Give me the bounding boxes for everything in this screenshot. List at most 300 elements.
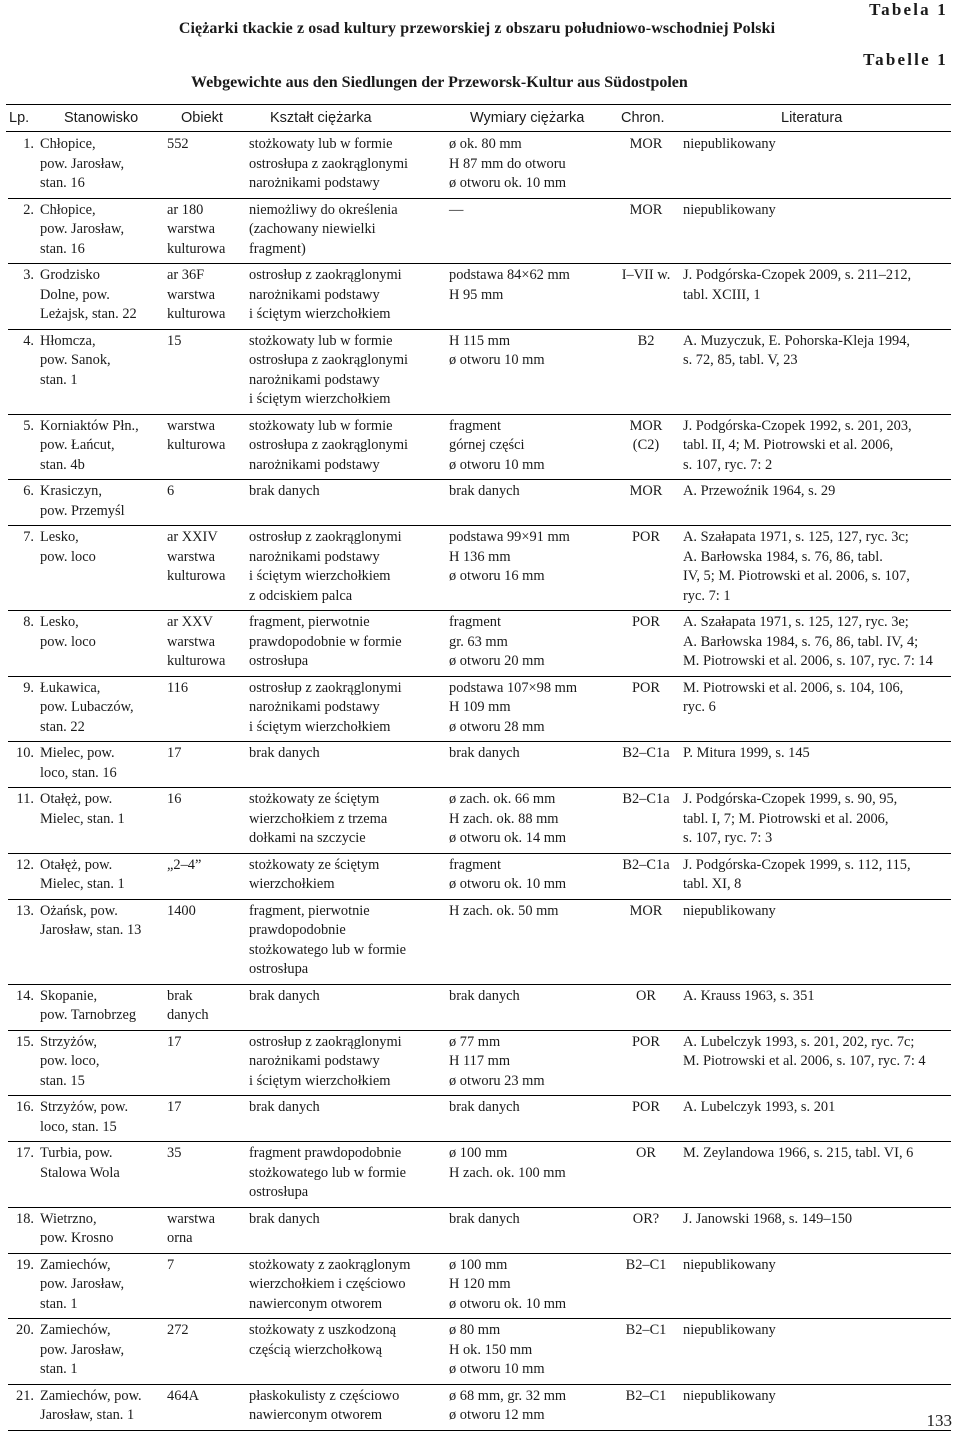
cell-site (38, 611, 167, 677)
table-row (8, 1207, 951, 1253)
cell-literature-line: tabl. XCIII, 1 (683, 286, 761, 303)
cell-literature-line: A. Krauss 1963, s. 351 (683, 987, 815, 1004)
cell-shape-line: nawierconym otworem (249, 1407, 383, 1423)
cell-object-line: warstwa (167, 286, 215, 303)
cell-object (167, 1030, 249, 1096)
cell-site-line: stan. 15 (40, 1072, 85, 1089)
cell-lp: 4. (8, 329, 38, 414)
cell-object (167, 788, 249, 854)
cell-shape-line: fragment prawdopodobnie (249, 1145, 402, 1161)
cell-site (38, 133, 167, 198)
cell-literature (683, 1384, 951, 1430)
cell-dims (449, 1142, 609, 1208)
cell-chron (609, 899, 683, 984)
cell-dims-line: H 109 mm (449, 699, 511, 715)
cell-site-line: stan. 1 (40, 1361, 78, 1377)
col-header-site: Stanowisko (64, 110, 139, 126)
cell-shape-line: stożkowaty z uszkodzoną (249, 1322, 397, 1338)
cell-literature-line: A. Szałapata 1971, s. 125, 127, ryc. 3e; (683, 614, 909, 630)
cell-site-line: Mielec, stan. 1 (40, 810, 125, 827)
cell-shape-line: (zachowany niewielki (249, 221, 376, 237)
cell-shape-line: stożkowatego lub w formie (249, 941, 407, 958)
cell-object-line: danych (167, 1007, 209, 1023)
cell-lp: 10. (8, 742, 38, 788)
cell-object (167, 133, 249, 198)
cell-object (167, 611, 249, 677)
cell-site (38, 742, 167, 788)
cell-chron-line: B2–C1 (625, 1387, 667, 1404)
cell-object-line: 6 (167, 483, 175, 499)
cell-chron (609, 480, 683, 526)
cell-chron-line: I–VII w. (621, 267, 671, 283)
cell-shape-line: stożkowaty ze ściętym (249, 856, 380, 873)
cell-literature-line: niepublikowany (683, 201, 776, 218)
cell-dims (449, 1384, 609, 1430)
cell-dims-line: H zach. ok. 50 mm (449, 902, 559, 919)
cell-dims-line: ø otworu 10 mm (449, 1361, 545, 1377)
cell-object-line: 7 (167, 1256, 175, 1273)
cell-site-line: Wietrzno, (40, 1210, 97, 1227)
cell-site-line: Strzyżów, (40, 1033, 98, 1050)
cell-object-line: kulturowa (167, 306, 226, 322)
cell-dims-line: H zach. ok. 88 mm (449, 810, 559, 827)
cell-dims-line: podstawa 84×62 mm (449, 267, 570, 283)
cell-dims-line: ø zach. ok. 66 mm (449, 791, 556, 807)
cell-shape-line: stożkowaty lub w formie (249, 417, 393, 434)
cell-object-line: „2–4” (167, 856, 202, 873)
cell-lp: 9. (8, 676, 38, 742)
cell-lp: 11. (8, 788, 38, 854)
cell-literature-line: J. Podgórska-Czopek 2009, s. 211–212, (683, 267, 912, 283)
cell-shape-line: dołkami na szczycie (249, 830, 366, 846)
cell-literature-line: A. Muzyczuk, E. Pohorska-Kleja 1994, (683, 332, 911, 349)
cell-object-line: 16 (167, 791, 182, 807)
table-row (8, 1384, 951, 1430)
cell-site (38, 1384, 167, 1430)
cell-site-line: Jarosław, stan. 13 (40, 922, 142, 938)
cell-object (167, 1253, 249, 1319)
cell-site-line: pow. Sanok, (40, 352, 111, 368)
cell-literature (683, 480, 951, 526)
cell-object-line: ar XXIV (167, 529, 218, 545)
cell-object-line: kulturowa (167, 437, 226, 453)
cell-object-line: brak (167, 987, 193, 1004)
cell-object (167, 414, 249, 480)
cell-shape-line: z odciskiem palca (249, 587, 353, 604)
cell-site (38, 264, 167, 330)
cell-shape-line: wierzchołkiem i częściowo (249, 1276, 406, 1292)
cell-site-line: Strzyżów, pow. (40, 1099, 129, 1115)
cell-shape-line: brak danych (249, 1099, 320, 1115)
cell-chron (609, 676, 683, 742)
cell-shape-line: niemożliwy do określenia (249, 201, 398, 218)
cell-site-line: Zamiechów, (40, 1322, 111, 1338)
cell-literature (683, 1207, 951, 1253)
cell-object-line: kulturowa (167, 240, 226, 257)
cell-chron-line: OR (636, 987, 656, 1004)
cell-dims (449, 1207, 609, 1253)
cell-object (167, 1319, 249, 1385)
cell-chron-line: POR (632, 614, 660, 630)
cell-literature-line: A. Barłowska 1984, s. 76, 86, tabl. IV, 4; (683, 633, 919, 650)
cell-chron (609, 742, 683, 788)
cell-site (38, 329, 167, 414)
cell-literature-line: M. Piotrowski et al. 2006, s. 107, ryc. 7: 14 (683, 653, 933, 669)
cell-chron-line: POR (632, 529, 660, 545)
cell-literature (683, 1319, 951, 1385)
cell-dims-line: ø otworu 28 mm (449, 718, 545, 735)
cell-dims-line: H 87 mm do otworu (449, 155, 566, 172)
cell-literature-line: M. Piotrowski et al. 2006, s. 104, 106, (683, 679, 904, 696)
cell-object (167, 264, 249, 330)
cell-dims-line: ø otworu ok. 10 mm (449, 1295, 567, 1312)
cell-object-line: 464A (167, 1387, 199, 1404)
cell-shape-line: narożnikami podstawy (249, 371, 380, 388)
cell-shape-line: narożnikami podstawy (249, 1053, 380, 1069)
cell-shape-line: ostrosłupa z zaokrąglonymi (249, 352, 409, 368)
cell-dims-line: ø 68 mm, gr. 32 mm (449, 1387, 567, 1404)
cell-chron-line: B2–C1a (622, 745, 670, 761)
cell-literature-line: J. Podgórska-Czopek 1999, s. 90, 95, (683, 791, 898, 807)
cell-object-line: 116 (167, 679, 189, 696)
cell-literature-line: A. Lubelczyk 1993, s. 201, 202, ryc. 7c; (683, 1033, 915, 1050)
cell-object-line: 17 (167, 745, 182, 761)
cell-shape-line: i ściętym wierzchołkiem (249, 391, 391, 407)
cell-literature-line: tabl. I, 7; M. Piotrowski et al. 2006, (683, 810, 889, 827)
table-row (8, 676, 951, 742)
cell-shape (249, 611, 449, 677)
cell-literature (683, 984, 951, 1030)
cell-site-line: Hłomcza, (40, 332, 96, 349)
cell-site-line: pow. Przemyśl (40, 502, 125, 519)
cell-chron-line: B2 (637, 332, 655, 349)
cell-site (38, 1142, 167, 1208)
cell-shape-line: fragment, pierwotnie (249, 614, 370, 630)
cell-shape (249, 853, 449, 899)
cell-literature-line: M. Piotrowski et al. 2006, s. 107, ryc. 7: 4 (683, 1053, 926, 1069)
cell-lp: 2. (8, 198, 38, 264)
cell-literature-line: niepublikowany (683, 1322, 776, 1338)
cell-chron-line: OR? (632, 1210, 660, 1227)
cell-dims-line: ø otworu 10 mm (449, 456, 545, 473)
cell-dims-line: ø otworu 20 mm (449, 653, 545, 669)
cell-dims-line: ø otworu 16 mm (449, 568, 545, 584)
cell-object-line: ar XXV (167, 614, 213, 630)
cell-shape-line: ostrosłup z zaokrąglonymi (249, 1033, 402, 1050)
cell-site-line: Lesko, (40, 529, 79, 545)
cell-site-line: Turbia, pow. (40, 1145, 113, 1161)
cell-shape (249, 1030, 449, 1096)
cell-dims-line: H 115 mm (449, 332, 511, 349)
cell-literature-line: niepublikowany (683, 902, 776, 919)
cell-shape-line: prawdopodobnie (249, 922, 346, 938)
page-number: 133 (926, 1411, 952, 1430)
cell-dims (449, 742, 609, 788)
cell-site-line: pow. Tarnobrzeg (40, 1007, 137, 1023)
cell-dims (449, 984, 609, 1030)
cell-shape-line: wierzchołkiem z trzema (249, 810, 388, 827)
cell-shape (249, 899, 449, 984)
cell-object (167, 899, 249, 984)
cell-object-line: 1400 (167, 902, 196, 919)
cell-object-line: warstwa (167, 548, 215, 565)
cell-chron (609, 1142, 683, 1208)
cell-shape (249, 984, 449, 1030)
cell-dims (449, 133, 609, 198)
cell-literature-line: s. 107, ryc. 7: 2 (683, 456, 773, 473)
cell-chron-line: MOR (629, 902, 663, 919)
cell-object-line: warstwa (167, 417, 215, 434)
cell-literature (683, 611, 951, 677)
table-row (8, 1142, 951, 1208)
cell-dims-line: fragment (449, 856, 501, 873)
cell-object (167, 1207, 249, 1253)
cell-dims-line: brak danych (449, 1099, 520, 1115)
cell-dims (449, 329, 609, 414)
table-row (8, 1319, 951, 1385)
cell-dims (449, 480, 609, 526)
cell-dims-line: fragment (449, 417, 501, 434)
cell-dims-line: — (449, 201, 464, 218)
col-header-lit: Literatura (781, 110, 843, 126)
table-row (8, 198, 951, 264)
cell-lp: 21. (8, 1384, 38, 1430)
cell-site-line: stan. 22 (40, 718, 85, 735)
cell-literature (683, 742, 951, 788)
cell-dims-line: ø otworu 12 mm (449, 1407, 545, 1423)
cell-shape-line: narożnikami podstawy (249, 286, 380, 303)
cell-site-line: pow. Jarosław, (40, 155, 125, 172)
cell-site-line: Leżajsk, stan. 22 (40, 306, 137, 322)
cell-dims-line: ø ok. 80 mm (449, 136, 522, 152)
cell-site-line: stan. 1 (40, 1295, 78, 1312)
cell-literature (683, 1142, 951, 1208)
cell-shape-line: ostrosłupa (249, 653, 309, 669)
cell-site-line: Chłopice, (40, 136, 96, 152)
cell-dims-line: ø otworu 23 mm (449, 1072, 545, 1089)
data-table (8, 133, 951, 1431)
cell-chron (609, 1207, 683, 1253)
cell-object (167, 1384, 249, 1430)
cell-dims (449, 676, 609, 742)
cell-literature (683, 1030, 951, 1096)
cell-chron-line: POR (632, 679, 660, 696)
cell-site (38, 526, 167, 611)
cell-site-line: stan. 1 (40, 371, 78, 388)
cell-chron (609, 853, 683, 899)
cell-shape-line: stożkowatego lub w formie (249, 1164, 407, 1181)
table-row (8, 611, 951, 677)
cell-dims-line: brak danych (449, 745, 520, 761)
cell-site-line: Mielec, stan. 1 (40, 876, 125, 892)
cell-literature-line: ryc. 7: 1 (683, 587, 731, 604)
cell-lp: 7. (8, 526, 38, 611)
cell-literature-line: A. Przewoźnik 1964, s. 29 (683, 483, 836, 499)
cell-site-line: Chłopice, (40, 201, 96, 218)
cell-chron (609, 611, 683, 677)
cell-shape-line: częścią wierzchołkową (249, 1341, 383, 1358)
cell-chron (609, 1253, 683, 1319)
cell-site-line: pow. Jarosław, (40, 1341, 125, 1358)
cell-shape-line: prawdopodobnie w formie (249, 633, 402, 650)
cell-shape-line: brak danych (249, 745, 320, 761)
cell-chron-line: B2–C1 (625, 1322, 667, 1338)
table-row (8, 853, 951, 899)
cell-dims-line: ø 77 mm (449, 1033, 501, 1050)
cell-dims (449, 264, 609, 330)
cell-site-line: pow. Jarosław, (40, 221, 125, 237)
cell-literature (683, 329, 951, 414)
cell-lp: 17. (8, 1142, 38, 1208)
cell-shape-line: stożkowaty lub w formie (249, 332, 393, 349)
cell-object (167, 480, 249, 526)
cell-literature-line: niepublikowany (683, 1256, 776, 1273)
table-row (8, 1030, 951, 1096)
cell-chron (609, 526, 683, 611)
cell-shape-line: brak danych (249, 1210, 320, 1227)
cell-dims-line: H 136 mm (449, 548, 511, 565)
cell-chron (609, 329, 683, 414)
cell-literature-line: P. Mitura 1999, s. 145 (683, 745, 810, 761)
cell-shape-line: stożkowaty z zaokrąglonym (249, 1256, 411, 1273)
cell-literature-line: J. Podgórska-Czopek 1999, s. 112, 115, (683, 856, 911, 873)
cell-dims (449, 1096, 609, 1142)
cell-shape (249, 1319, 449, 1385)
cell-lp: 16. (8, 1096, 38, 1142)
cell-shape-line: ostrosłupa z zaokrąglonymi (249, 155, 409, 172)
cell-chron (609, 1030, 683, 1096)
cell-site-line: Stalowa Wola (40, 1164, 120, 1181)
cell-site-line: pow. loco, (40, 1053, 100, 1069)
cell-lp: 3. (8, 264, 38, 330)
table-row (8, 329, 951, 414)
cell-site (38, 676, 167, 742)
cell-shape-line: ostrosłupa (249, 961, 309, 977)
cell-dims (449, 1319, 609, 1385)
cell-site-line: loco, stan. 16 (40, 764, 117, 781)
cell-shape-line: i ściętym wierzchołkiem (249, 718, 391, 735)
cell-object-line: 552 (167, 136, 189, 152)
cell-literature-line: tabl. XI, 8 (683, 876, 742, 892)
cell-chron (609, 133, 683, 198)
cell-literature-line: s. 107, ryc. 7: 3 (683, 830, 773, 846)
cell-object (167, 1142, 249, 1208)
cell-chron-line: MOR (629, 136, 663, 152)
cell-shape (249, 1142, 449, 1208)
cell-shape (249, 480, 449, 526)
table-row (8, 1096, 951, 1142)
cell-site-line: Dolne, pow. (40, 286, 110, 303)
cell-object-line: ar 180 (167, 201, 204, 218)
cell-site-line: Mielec, pow. (40, 745, 115, 761)
page-title-pl: Ciężarki tkackie z osad kultury przeworskiej z obszaru południowo-wschodniej Polski (178, 20, 776, 37)
cell-literature-line: IV, 5; M. Piotrowski et al. 2006, s. 107, (683, 568, 910, 584)
cell-site (38, 198, 167, 264)
col-header-lp: Lp. (9, 110, 30, 126)
cell-literature (683, 788, 951, 854)
cell-dims-line: ø 100 mm (449, 1256, 508, 1273)
cell-shape-line: narożnikami podstawy (249, 456, 380, 473)
cell-object-line: kulturowa (167, 568, 226, 584)
cell-literature-line: A. Barłowska 1984, s. 76, 86, tabl. (683, 548, 883, 565)
cell-chron-line: B2–C1 (625, 1256, 667, 1273)
cell-shape (249, 788, 449, 854)
cell-shape-line: stożkowaty ze ściętym (249, 791, 380, 807)
cell-site-line: pow. Krosno (40, 1230, 114, 1246)
cell-dims-line: H zach. ok. 100 mm (449, 1164, 566, 1181)
cell-lp: 5. (8, 414, 38, 480)
cell-object-line: 272 (167, 1322, 189, 1338)
cell-shape (249, 1096, 449, 1142)
cell-shape (249, 526, 449, 611)
cell-object (167, 1096, 249, 1142)
cell-site-line: Otałęż, pow. (40, 791, 113, 807)
cell-dims-line: ø otworu ok. 14 mm (449, 830, 567, 846)
table-row (8, 899, 951, 984)
cell-dims-line: H 117 mm (449, 1053, 511, 1069)
cell-literature (683, 133, 951, 198)
cell-object-line: warstwa (167, 1210, 215, 1227)
cell-chron (609, 1096, 683, 1142)
cell-site-line: stan. 16 (40, 175, 85, 191)
cell-shape-line: i ściętym wierzchołkiem (249, 306, 391, 322)
cell-shape (249, 264, 449, 330)
cell-lp: 14. (8, 984, 38, 1030)
cell-literature-line: niepublikowany (683, 136, 776, 152)
col-header-shape: Kształt ciężarka (270, 110, 372, 126)
cell-dims (449, 1030, 609, 1096)
cell-chron (609, 264, 683, 330)
cell-shape-line: i ściętym wierzchołkiem (249, 568, 391, 584)
cell-shape (249, 1384, 449, 1430)
cell-dims-line: H 95 mm (449, 286, 504, 303)
cell-dims-line: brak danych (449, 1210, 520, 1227)
cell-lp: 18. (8, 1207, 38, 1253)
cell-literature (683, 1096, 951, 1142)
cell-chron-line: POR (632, 1033, 660, 1050)
cell-object-line: kulturowa (167, 653, 226, 669)
cell-shape (249, 133, 449, 198)
cell-site (38, 1096, 167, 1142)
cell-chron-line: B2–C1a (622, 791, 670, 807)
table-row (8, 1253, 951, 1319)
cell-object-line: orna (167, 1230, 193, 1246)
cell-object (167, 329, 249, 414)
col-header-dims: Wymiary ciężarka (470, 110, 585, 126)
cell-dims-line: gr. 63 mm (449, 633, 508, 650)
cell-object-line: 35 (167, 1145, 182, 1161)
cell-dims-line: brak danych (449, 987, 520, 1004)
cell-site-line: loco, stan. 15 (40, 1118, 117, 1135)
cell-dims-line: fragment (449, 614, 501, 630)
cell-site-line: Ożańsk, pow. (40, 902, 118, 919)
cell-chron-line: MOR (629, 201, 663, 218)
cell-object (167, 198, 249, 264)
cell-site-line: Korniaktów Płn., (40, 417, 139, 434)
column-headers (0, 110, 960, 132)
cell-shape-line: ostrosłup z zaokrąglonymi (249, 679, 402, 696)
table-row (8, 480, 951, 526)
cell-site (38, 1253, 167, 1319)
cell-chron-line: POR (632, 1099, 660, 1115)
cell-object-line: warstwa (167, 221, 215, 237)
cell-literature (683, 853, 951, 899)
cell-lp: 6. (8, 480, 38, 526)
cell-site-line: Zamiechów, (40, 1256, 111, 1273)
cell-shape-line: narożnikami podstawy (249, 548, 380, 565)
cell-object (167, 676, 249, 742)
cell-shape-line: ostrosłup z zaokrąglonymi (249, 529, 402, 545)
